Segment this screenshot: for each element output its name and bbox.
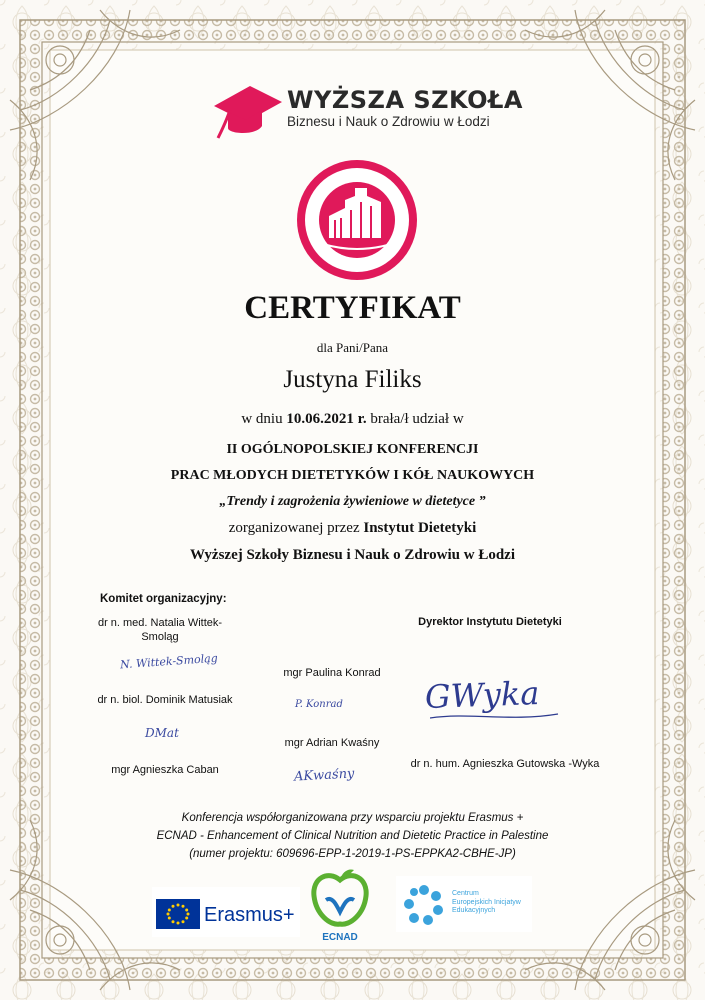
date-suffix: brała/ł udział w xyxy=(370,411,464,427)
recipient-name: Justyna Filiks xyxy=(283,366,422,393)
member-1-line-2: Smoląg xyxy=(141,631,179,643)
member-5-signature: AKwaśny xyxy=(293,766,355,785)
member-4-signature: P. Konrad xyxy=(295,699,343,710)
university-seal xyxy=(295,158,419,282)
committee-member-3: mgr Agnieszka Caban xyxy=(111,764,219,776)
organizer-school: Wyższej Szkoły Biznesu i Nauk o Zdrowiu w Łodzi xyxy=(189,547,516,563)
certificate-title: CERTYFIKAT xyxy=(244,290,461,326)
member-1-signature: N. Wittek-Smoląg xyxy=(119,651,219,672)
committee-member-5: mgr Adrian Kwaśny xyxy=(284,737,380,749)
centrum-line-1: Centrum xyxy=(452,890,479,897)
event-date: 10.06.2021 r. xyxy=(286,411,367,427)
member-1-line-1: dr n. med. Natalia Wittek- xyxy=(97,617,223,629)
conference-line-2: PRAC MŁODYCH DIETETYKÓW I KÓŁ NAUKOWYCH xyxy=(170,468,535,483)
organizer-institute: Instytut Dietetyki xyxy=(363,520,477,536)
organizer-line xyxy=(0,520,705,537)
school-name: WYŻSZA SZKOŁA xyxy=(287,86,523,114)
committee-member-4: mgr Paulina Konrad xyxy=(283,667,381,679)
member-2-signature: DMat xyxy=(145,726,179,740)
committee-heading: Komitet organizacyjny: xyxy=(100,593,227,605)
director-heading: Dyrektor Instytutu Dietetyki xyxy=(418,616,562,628)
footer-line-1: Konferencja współorganizowana przy wsparciu projektu Erasmus + xyxy=(181,812,524,824)
signature-flourish xyxy=(430,708,560,724)
graduation-cap-icon xyxy=(212,82,284,140)
ecnad-apple-icon xyxy=(310,868,370,930)
date-prefix: w dniu xyxy=(241,411,283,427)
addressee-prefix: dla Pani/Pana xyxy=(316,340,389,355)
footer-line-3: (numer projektu: 609696-EPP-1-2019-1-PS-EPPKA2-CBHE-JP) xyxy=(189,848,516,860)
erasmus-label: Erasmus+ xyxy=(204,904,295,926)
school-subtitle: Biznesu i Nauk o Zdrowiu w Łodzi xyxy=(287,114,490,129)
committee-member-2: dr n. biol. Dominik Matusiak xyxy=(97,694,233,706)
organizer-prefix: zorganizowanej przez xyxy=(228,520,360,536)
centrum-line-3: Edukacyjnych xyxy=(452,907,496,914)
centrum-flower-icon xyxy=(402,882,446,926)
conference-line-1: II OGÓLNOPOLSKIEJ KONFERENCJI xyxy=(226,442,479,457)
conference-title: „Trendy i zagrożenia żywieniowe w dietetyce ” xyxy=(219,494,486,509)
director-signature: GWyka xyxy=(424,674,540,716)
erasmus-logo xyxy=(152,887,300,937)
centrum-label xyxy=(452,890,521,916)
centrum-line-2: Europejskich Inicjatyw xyxy=(452,898,521,906)
ecnad-label: ECNAD xyxy=(322,932,358,943)
ecnad-logo xyxy=(308,868,372,950)
footer-line-2: ECNAD - Enhancement of Clinical Nutrition and Dietetic Practice in Palestine xyxy=(156,830,549,842)
eu-flag-icon xyxy=(156,899,200,929)
director-name: dr n. hum. Agnieszka Gutowska -Wyka xyxy=(410,758,600,770)
participation-line xyxy=(0,411,705,428)
committee-member-1 xyxy=(80,616,240,644)
centrum-logo xyxy=(396,876,532,932)
